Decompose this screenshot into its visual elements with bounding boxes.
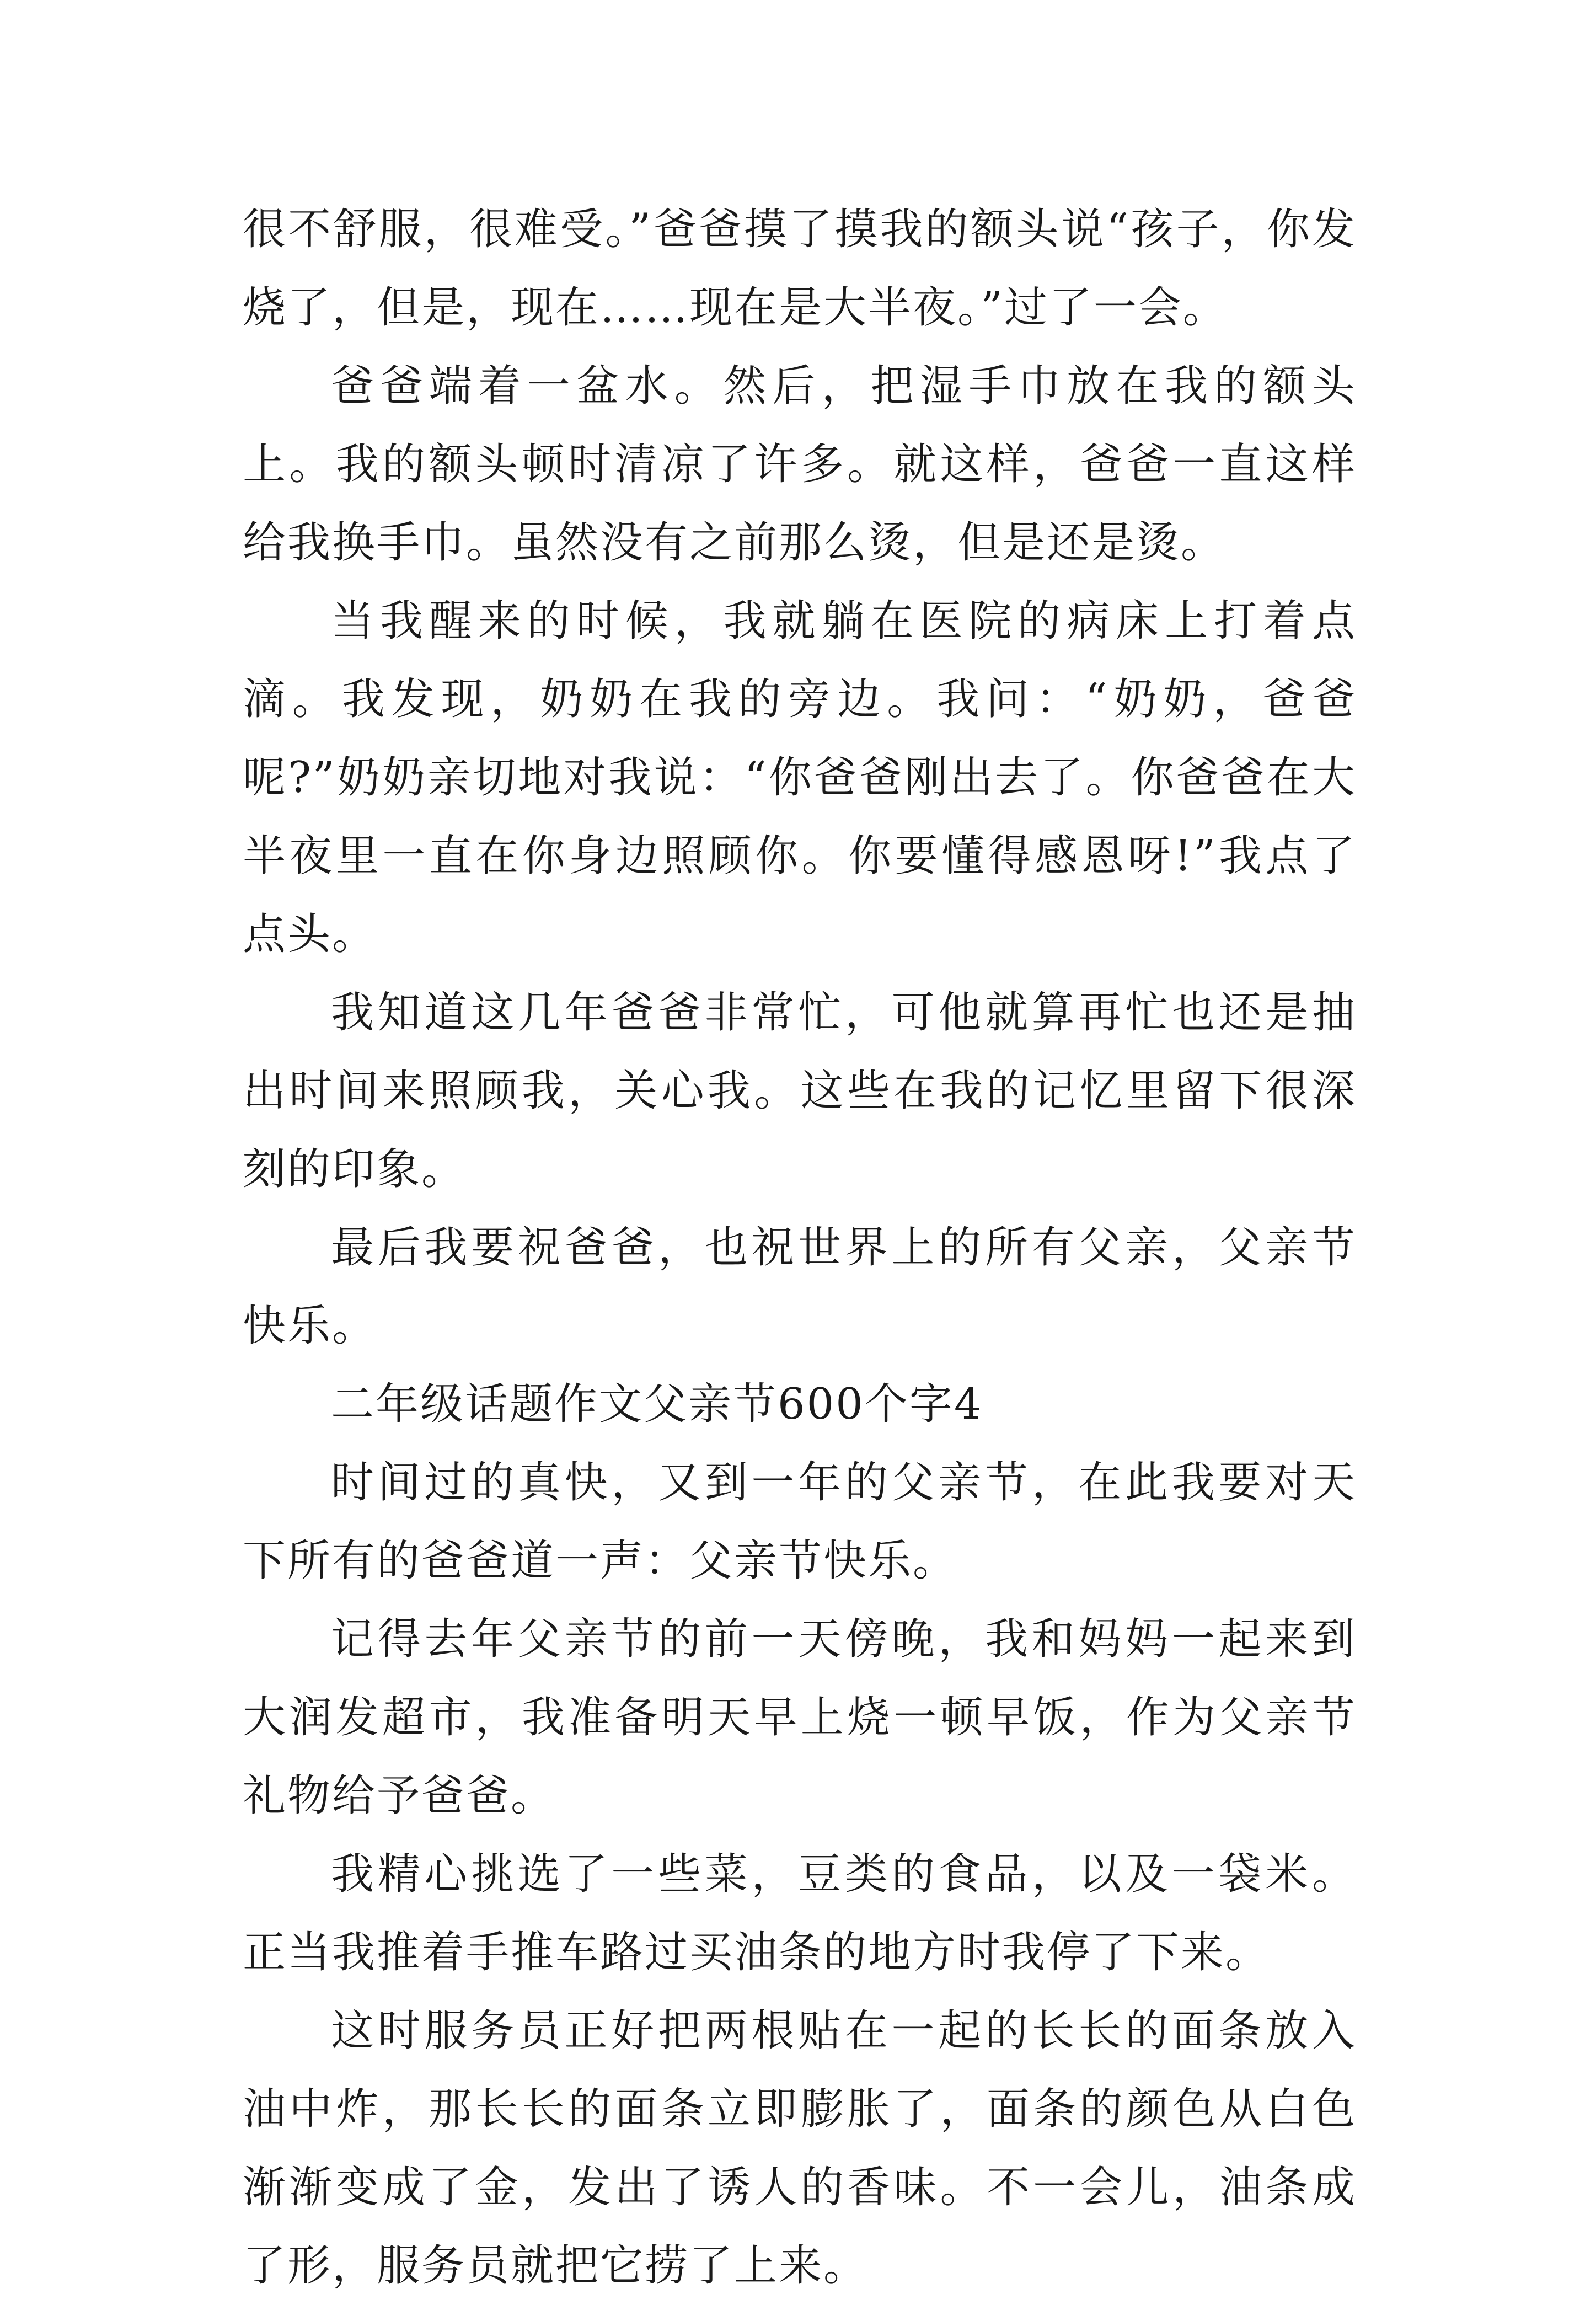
paragraph: 爸爸端着一盆水。然后，把湿手巾放在我的额头上。我的额头顿时清凉了许多。就这样，爸爸一直这样给我换手巾。虽然没有之前那么烫，但是还是烫。 [243,361,1357,568]
section-heading: 二年级话题作文父亲节600个字4 [331,1379,983,1429]
paragraph: 我精心挑选了一些菜，豆类的食品，以及一袋米。正当我推着手推车路过买油条的地方时我停了下来。 [243,1849,1357,1977]
paragraph: 当我醒来的时候，我就躺在医院的病床上打着点滴。我发现，奶奶在我的旁边。我问：“奶奶，爸爸呢?”奶奶亲切地对我说：“你爸爸刚出去了。你爸爸在大半夜里一直在你身边照顾你。你要懂得感恩呀!”我点了点头。 [243,596,1357,959]
body-text [243,190,1357,2305]
paragraph: 记得去年父亲节的前一天傍晚，我和妈妈一起来到大润发超市，我准备明天早上烧一顿早饭，作为父亲节礼物给予爸爸。 [243,1614,1357,1821]
paragraph: 我知道这几年爸爸非常忙，可他就算再忙也还是抽出时间来照顾我，关心我。这些在我的记忆里留下很深刻的印象。 [243,988,1357,1194]
paragraph: 时间过的真快，又到一年的父亲节，在此我要对天下所有的爸爸道一声：父亲节快乐。 [243,1458,1357,1586]
paragraph-continuation: 很不舒服，很难受。”爸爸摸了摸我的额头说“孩子，你发烧了，但是，现在……现在是大半夜。”过了一会。 [243,205,1357,333]
paragraph: 这时服务员正好把两根贴在一起的长长的面条放入油中炸，那长长的面条立即膨胀了，面条的颜色从白色渐渐变成了金，发出了诱人的香味。不一会儿，油条成了形，服务员就把它捞了上来。 [243,2006,1357,2291]
paragraph: 最后我要祝爸爸，也祝世界上的所有父亲，父亲节快乐。 [243,1223,1357,1351]
